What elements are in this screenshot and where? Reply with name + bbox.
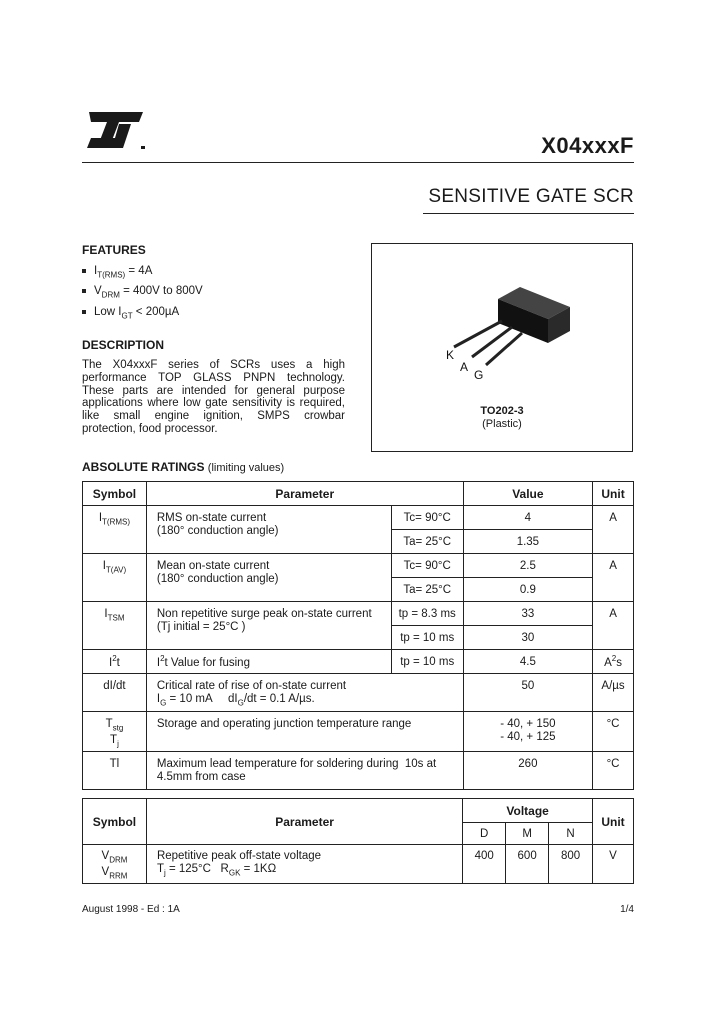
table-header-row xyxy=(83,799,634,823)
table-row: $I_{T(RMS)}$ RMS on-state current (180° conduction angle) Tc= 90°C 4 A xyxy=(83,506,634,530)
feature-item: $I_{T(RMS)} = 4A$ xyxy=(82,263,203,283)
col-unit: Unit xyxy=(593,799,634,845)
package-name: TO202-3 xyxy=(480,405,524,417)
table-row: Ta= 25°C 0.9 xyxy=(83,578,634,602)
col-unit: Unit xyxy=(593,482,634,506)
to202-package-image xyxy=(440,285,580,385)
col-value: Value xyxy=(463,482,592,506)
part-number: X04xxxF xyxy=(541,133,634,158)
description-text: The X04xxxF series of SCRs uses a high performance TOP GLASS PNPN technology. These parts are intended for general purpose applications where low gate sensitivity is required, like small engine ignition, SMPS crowbar protection, food processor. xyxy=(82,359,345,435)
pin-a-label: A xyxy=(460,360,469,374)
table-row: $V_{DRM}$ $V_{RRM}$ Repetitive peak off-state voltage $T_j = 125^\circ C$ $R_{GK} = 1K\Omega$ 400 600 800 V xyxy=(83,845,634,884)
page-number: 1/4 xyxy=(620,904,634,915)
col-parameter: Parameter xyxy=(146,482,463,506)
subtitle-divider xyxy=(423,213,634,214)
page-subtitle: SENSITIVE GATE SCR xyxy=(428,186,634,207)
table-row: $I_{T(AV)}$ Mean on-state current (180° conduction angle) Tc= 90°C 2.5 A xyxy=(83,554,634,578)
feature-item: Low $I_{GT} < 200\mu A$ xyxy=(82,304,203,324)
table-row: $T_{stg}$ $T_j$ Storage and operating junction temperature range - 40, + 150 - 40, + 125 °C xyxy=(83,712,634,752)
grade-row: D M N xyxy=(83,823,634,845)
header-divider xyxy=(82,162,634,163)
st-logo xyxy=(83,110,155,152)
table-row: tp = 10 ms 30 xyxy=(83,626,634,650)
table-header-row xyxy=(83,482,634,506)
table-row: Tl Maximum lead temperature for soldering during 10s at 4.5mm from case 260 °C xyxy=(83,751,634,789)
absolute-ratings-title: ABSOLUTE RATINGS (limiting values) xyxy=(82,460,285,474)
col-symbol: Symbol xyxy=(83,799,147,845)
table-row: $I_{TSM}$ Non repetitive surge peak on-state current (Tj initial = 25°C ) tp = 8.3 ms 33 A xyxy=(83,602,634,626)
table-row: Ta= 25°C 1.35 xyxy=(83,530,634,554)
absolute-ratings-table xyxy=(82,481,634,790)
table-row: $I^2t$ $I^2t$ Value for fusing tp = 10 ms 4.5 $A^2s$ xyxy=(83,650,634,674)
description-title: DESCRIPTION xyxy=(82,338,165,352)
features-title: FEATURES xyxy=(82,243,146,257)
pin-k-label: K xyxy=(446,348,455,362)
col-symbol: Symbol xyxy=(83,482,147,506)
col-voltage: Voltage xyxy=(463,799,593,823)
footer-date: August 1998 - Ed : 1A xyxy=(82,904,180,915)
col-parameter: Parameter xyxy=(146,799,462,845)
voltage-table xyxy=(82,798,634,884)
package-type: (Plastic) xyxy=(482,418,522,430)
features-list xyxy=(82,263,203,324)
table-row: dI/dt Critical rate of rise of on-state current $I_G = 10$ mA $dI_G/dt = 0.1$ A/µs. 50 A/µs xyxy=(83,674,634,712)
pin-g-label: G xyxy=(474,368,484,382)
feature-item: $V_{DRM} = 400V$ to 800V xyxy=(82,283,203,303)
